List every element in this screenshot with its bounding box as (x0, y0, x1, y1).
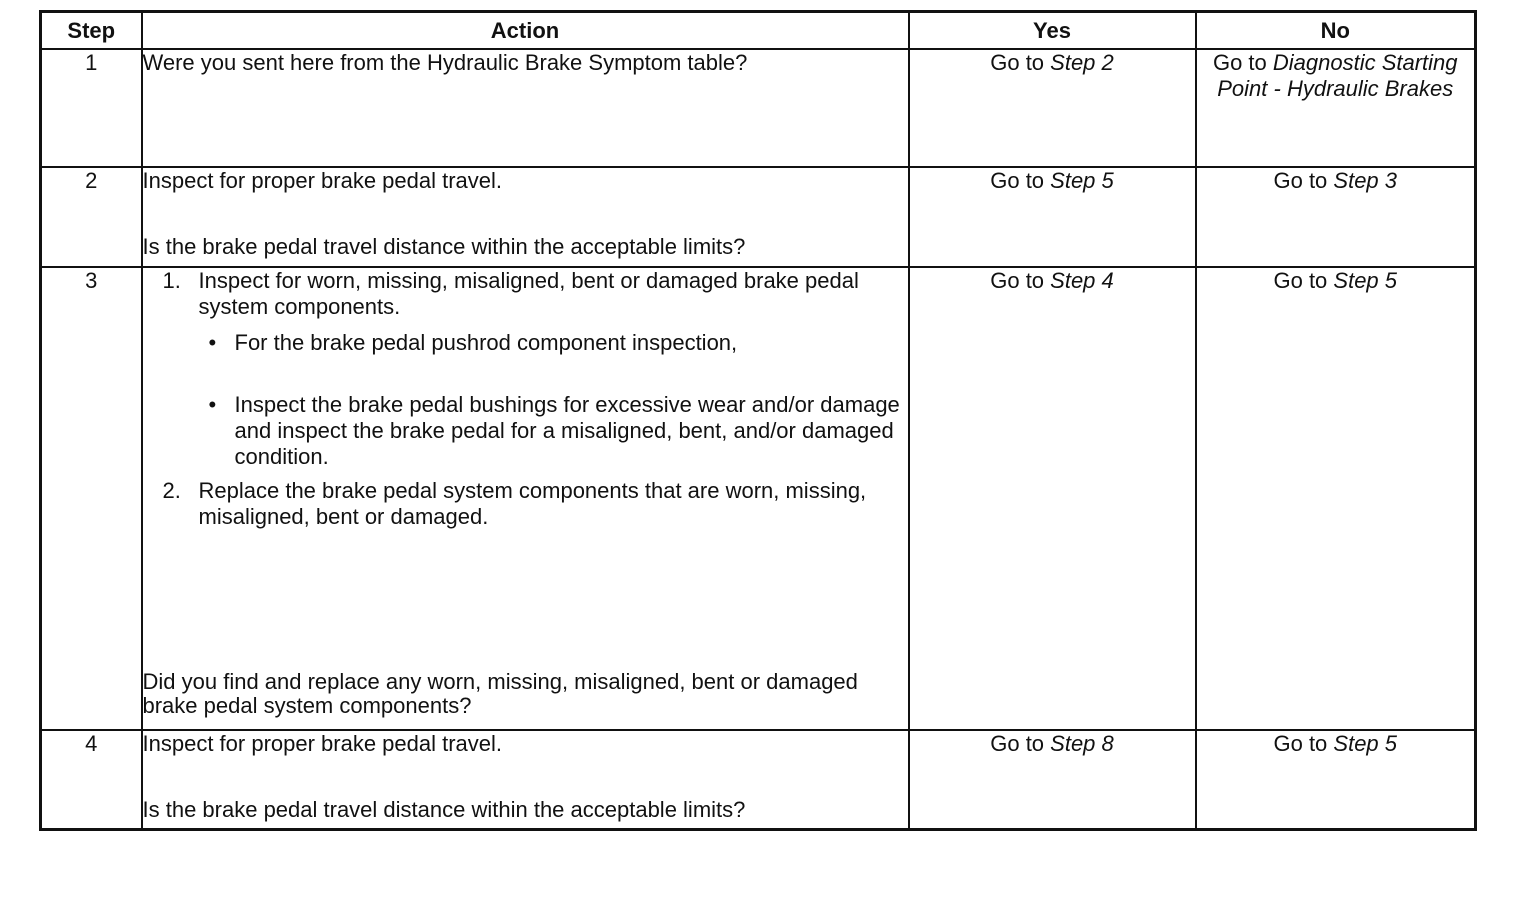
list-item-text: Inspect for worn, missing, misaligned, bent or damaged brake pedal system components. (198, 268, 859, 319)
action-question: Did you find and replace any worn, missing, misaligned, bent or damaged brake pedal system components? (142, 669, 858, 718)
no-cell (1196, 267, 1476, 730)
yes-link[interactable]: Step 4 (1050, 268, 1114, 293)
action-text: Inspect for proper brake pedal travel. (142, 731, 503, 756)
bullet-text: Inspect the brake pedal bushings for excessive wear and/or damage and inspect the brake pedal for a misaligned, bent, and/or damaged condition. (234, 392, 900, 469)
bullet-item (209, 392, 908, 470)
procedure-list (143, 268, 908, 530)
yes-prefix: Go to (990, 168, 1051, 193)
action-text: Inspect for proper brake pedal travel. (142, 168, 503, 193)
table-row-step-1 (41, 49, 1476, 167)
no-cell (1196, 49, 1476, 167)
no-cell (1196, 730, 1476, 829)
bullet-icon: • (208, 330, 217, 355)
diagnostic-table (39, 10, 1477, 831)
no-prefix: Go to (1273, 731, 1334, 756)
bullet-list (199, 330, 908, 470)
bullet-item (209, 330, 908, 356)
action-cell (142, 49, 909, 167)
action-question: Is the brake pedal travel distance within the acceptable limits? (142, 234, 746, 259)
yes-link[interactable]: Step 5 (1050, 168, 1114, 193)
step-number: 4 (41, 730, 142, 829)
no-link[interactable]: Step 5 (1333, 731, 1398, 756)
yes-cell (909, 49, 1196, 167)
table-row-step-3 (41, 267, 1476, 730)
list-item (163, 478, 908, 530)
yes-prefix: Go to (990, 731, 1051, 756)
no-link[interactable]: Diagnostic Starting Point - Hydraulic Brakes (1217, 50, 1458, 101)
list-item-text: Replace the brake pedal system components that are worn, missing, misaligned, bent or damaged. (198, 478, 867, 529)
no-prefix: Go to (1273, 268, 1334, 293)
action-cell (142, 267, 909, 730)
yes-prefix: Go to (990, 268, 1051, 293)
yes-cell (909, 730, 1196, 829)
list-item-number: 2. (162, 478, 181, 503)
action-question: Is the brake pedal travel distance within the acceptable limits? (142, 797, 746, 822)
yes-prefix: Go to (990, 50, 1051, 75)
no-link[interactable]: Step 5 (1333, 268, 1398, 293)
action-cell (142, 730, 909, 829)
no-prefix: Go to (1273, 168, 1334, 193)
step-number: 3 (41, 267, 142, 730)
no-link[interactable]: Step 3 (1333, 168, 1398, 193)
yes-cell (909, 167, 1196, 267)
table-row-step-2 (41, 167, 1476, 267)
header-no: No (1196, 12, 1476, 50)
list-item (163, 268, 908, 470)
action-cell (142, 167, 909, 267)
step-number: 1 (41, 49, 142, 167)
header-step: Step (41, 12, 142, 50)
list-item-number: 1. (162, 268, 181, 293)
header-row (41, 12, 1476, 50)
yes-link[interactable]: Step 2 (1050, 50, 1114, 75)
no-prefix: Go to (1212, 50, 1273, 75)
action-question: Were you sent here from the Hydraulic Brake Symptom table? (142, 50, 748, 75)
step-number: 2 (41, 167, 142, 267)
table-row-step-4 (41, 730, 1476, 829)
no-cell (1196, 167, 1476, 267)
yes-cell (909, 267, 1196, 730)
yes-link[interactable]: Step 8 (1050, 731, 1114, 756)
header-yes: Yes (909, 12, 1196, 50)
header-action: Action (142, 12, 909, 50)
bullet-text: For the brake pedal pushrod component inspection, (234, 330, 738, 355)
bullet-icon: • (208, 392, 217, 417)
